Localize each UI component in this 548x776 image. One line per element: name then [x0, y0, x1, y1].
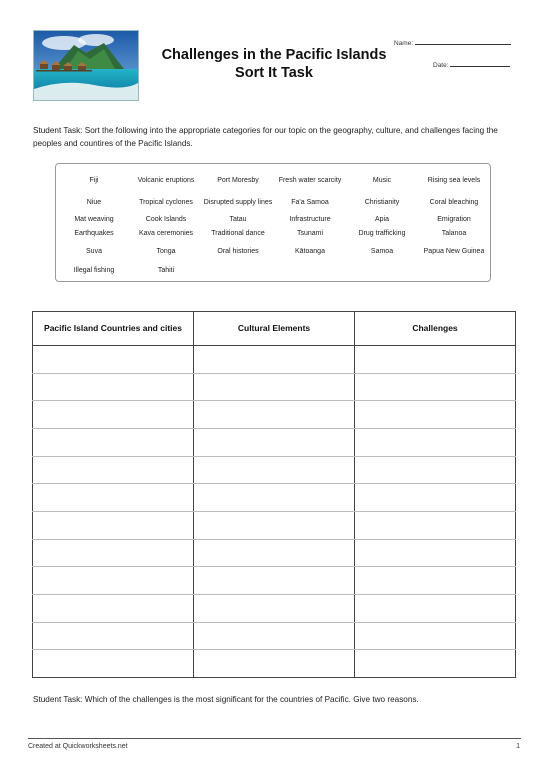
word-bank-item: Drug trafficking [358, 230, 406, 237]
answer-cell[interactable] [194, 511, 355, 539]
word-bank-item [202, 263, 274, 279]
answer-cell[interactable] [33, 456, 194, 484]
answer-cell[interactable] [355, 511, 516, 539]
name-field [394, 38, 511, 47]
name-label: Name: [394, 40, 414, 47]
tropical-island-image [34, 31, 138, 100]
word-bank-item: Tatau [229, 216, 247, 223]
answer-cell[interactable] [33, 539, 194, 567]
answer-cell[interactable] [194, 346, 355, 374]
answer-cell[interactable] [33, 594, 194, 622]
word-bank-item: Illegal fishing [73, 267, 115, 274]
word-bank-item: Talanoa [441, 230, 467, 237]
footer-divider [28, 738, 521, 739]
answer-cell[interactable] [194, 622, 355, 650]
answer-cell[interactable] [355, 594, 516, 622]
word-bank [55, 163, 491, 282]
word-bank-item: Mat weaving [74, 216, 114, 223]
word-bank-item [274, 263, 346, 279]
answer-cell[interactable] [355, 373, 516, 401]
word-bank-item: Suva [86, 248, 102, 255]
answer-cell[interactable] [194, 373, 355, 401]
answer-cell[interactable] [33, 346, 194, 374]
word-bank-item: Traditional dance [211, 230, 265, 237]
answer-cell[interactable] [355, 622, 516, 650]
word-bank-item: Fresh water scarcity [278, 177, 342, 184]
word-bank-item: Volcanic eruptions [137, 177, 195, 184]
answer-cell[interactable] [355, 567, 516, 595]
word-bank-item: Cook Islands [145, 216, 187, 223]
answer-cell[interactable] [355, 484, 516, 512]
answer-cell[interactable] [33, 650, 194, 678]
answer-cell[interactable] [33, 401, 194, 429]
word-bank-item [418, 263, 490, 279]
word-bank-item: Port Moresby [217, 177, 259, 184]
answer-cell[interactable] [33, 428, 194, 456]
word-bank-item: Tahiti [157, 267, 175, 274]
task-question: Student Task: Which of the challenges is the most significant for the countries of Pacific. Give two reasons. [33, 695, 419, 704]
table-row [33, 539, 516, 567]
answer-cell[interactable] [194, 539, 355, 567]
word-bank-item: Tsunami [296, 230, 324, 237]
word-bank-item: Earthquakes [74, 230, 114, 237]
table-row [33, 594, 516, 622]
answer-cell[interactable] [194, 567, 355, 595]
answer-cell[interactable] [194, 401, 355, 429]
header-photo [33, 30, 139, 101]
word-bank-item: Papua New Guinea [423, 248, 485, 255]
table-body [33, 346, 516, 678]
answer-cell[interactable] [355, 346, 516, 374]
answer-cell[interactable] [194, 428, 355, 456]
table-header-row [33, 312, 516, 346]
table-row [33, 428, 516, 456]
page-title: Challenges in the Pacific Islands Sort It Task [161, 47, 387, 81]
answer-cell[interactable] [355, 456, 516, 484]
answer-cell[interactable] [33, 484, 194, 512]
sort-table [32, 311, 516, 678]
answer-cell[interactable] [355, 401, 516, 429]
answer-cell[interactable] [194, 650, 355, 678]
word-bank-grid [58, 169, 490, 279]
table-row [33, 401, 516, 429]
answer-cell[interactable] [194, 456, 355, 484]
answer-cell[interactable] [33, 373, 194, 401]
column-header-cultural: Cultural Elements [194, 312, 355, 346]
word-bank-item: Rising sea levels [427, 177, 481, 184]
table-row [33, 511, 516, 539]
word-bank-item: Infrastructure [289, 216, 331, 223]
word-bank-item: Fa'a Samoa [291, 199, 329, 206]
date-blank [450, 60, 510, 67]
word-bank-item: Samoa [370, 248, 394, 255]
page-number: 1 [516, 743, 520, 750]
column-header-countries: Pacific Island Countries and cities [33, 312, 194, 346]
answer-cell[interactable] [33, 511, 194, 539]
word-bank-item: Christianity [364, 199, 400, 206]
word-bank-item [346, 263, 418, 279]
word-bank-item: Fiji [89, 177, 99, 184]
word-bank-item: Disrupted supply lines [203, 199, 273, 206]
table-row [33, 346, 516, 374]
answer-cell[interactable] [33, 567, 194, 595]
answer-cell[interactable] [355, 650, 516, 678]
word-bank-item: Coral bleaching [429, 199, 479, 206]
table-row [33, 456, 516, 484]
answer-cell[interactable] [194, 484, 355, 512]
table-row [33, 567, 516, 595]
answer-cell[interactable] [194, 594, 355, 622]
word-bank-item: Apia [374, 216, 389, 223]
footer-credit: Created at Quickworksheets.net [28, 743, 128, 750]
table-row [33, 484, 516, 512]
word-bank-item: Niue [86, 199, 102, 206]
word-bank-item: Emigration [437, 216, 471, 223]
answer-cell[interactable] [355, 428, 516, 456]
task-instructions: Student Task: Sort the following into the appropriate categories for our topic on the geography, culture, and challenges facing the peoples and countires of the Pacific Islands. [33, 126, 498, 148]
column-header-challenges: Challenges [355, 312, 516, 346]
table-row [33, 650, 516, 678]
word-bank-item: Tonga [156, 248, 176, 255]
date-field [433, 60, 510, 69]
table-row [33, 622, 516, 650]
word-bank-item: Oral histories [217, 248, 259, 255]
word-bank-item: Kātoanga [295, 248, 325, 255]
answer-cell[interactable] [355, 539, 516, 567]
table-row [33, 373, 516, 401]
answer-cell[interactable] [33, 622, 194, 650]
word-bank-item: Kava ceremonies [138, 230, 194, 237]
word-bank-item: Tropical cyclones [139, 199, 193, 206]
word-bank-item: Music [372, 177, 392, 184]
name-blank [415, 38, 511, 45]
date-label: Date: [433, 62, 449, 69]
